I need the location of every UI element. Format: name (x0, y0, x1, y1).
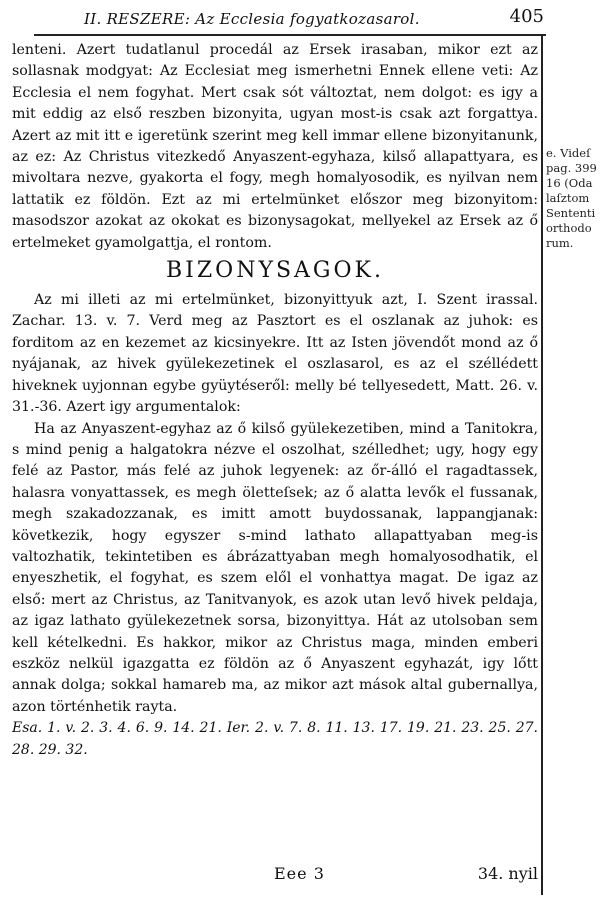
signature-mark: Eee 3 (274, 864, 325, 883)
page-footer (12, 864, 538, 888)
margin-rule (541, 35, 543, 895)
marginal-note (546, 146, 608, 251)
marginal-note-line: Sententi (546, 206, 596, 220)
page-number: 405 (509, 6, 544, 27)
paragraph-2: Az mi illeti az mi ertelmünket, bizonyittyuk azt, I. Szent irassal. Zachar. 13. v. 7. Verd meg az Pasztort es el oszlanak az juhok: es forditom az en kezemet az kicsinyekre. Itt az Isten jövendőt mond az ő nyájanak, az hivek gyülekezetinek el oszlasarol, es az el széllédett hiveknek uyjonnan egybe gyüytéseről: melly bé tellyesedett, Matt. 26. v. 31.-36. Azert igy argumentalok: (12, 292, 538, 416)
paragraph-3: Ha az Anyaszent-egyhaz az ő kilső gyülekezetiben, mind a Tanitokra, s mind penig a halgatokra nézve el oszolhat, szélledhet; ugy, hogy egy felé az Pastor, más felé az juhok legyenek: az őr-álló el ragadtassek, halasra vonyattassek, es megh öletteſsek; az ő alatta levők el fussanak, megh szakadozzanak, es imitt amott buydossanak, lappangjanak: következik, hogy egyszer s-mind lathato allapattyaban meg-is valtozhatik, tekintetiben es ábrázattyaban megh homalyosodhatik, el enyeszhetik, el fogyhat, es szem elől el vonhattya magat. De igaz az első: mert az Christus, az Tanitvanyok, es azok utan levő hivek peldaja, az igaz lathato gyülekezetnek sorsa, bizonyittya. Hát az utolsoban sem kell kételkedni. Es hakkor, mikor az Christus maga, minden emberi eszköz nelkül igazgatta ez földön az ő Anyaszent egyhazát, igy lőtt annak dolga; sokkal hamareb ma, az mikor azt mások altal gubernallya, azon történhetik rayta. (12, 420, 538, 715)
marginal-note-line: e. Videſ (546, 146, 591, 160)
marginal-note-line: pag. 399 (546, 161, 597, 175)
marginal-note-line: orthodo (546, 221, 592, 235)
section-heading: BIZONYSAGOK. (166, 258, 384, 284)
marginal-note-line: 16 (Oda (546, 176, 593, 190)
paragraph-1: lenteni. Azert tudatlanul procedál az Ersek irasaban, mikor ezt az sollasnak modgyat: Az Ecclesiat meg ismerhetni Ennek ellene veti: Az Ecclesia el nem fogyhat. Mert csak sót változtat, nem dolgot: es igy a mit eddig az első reszben bizonyita, ugyan most-is csak azt forgattya. Azert az mit itt e igeretünk szerint meg kell immar ellene bizonyitanunk, az ez: Az Christus vitezkedő Anyaszent-egyhaza, kilső allapattyara, es mivoltara nezve, gyakorta el fogy, megh homalyosodik, es nyilvan nem lattatik ez földön. Ezt az mi ertelmünket előszor meg bizonyitom: masodszor azokat az okokat es bizonysagokat, mellyekel az Ersek az ő ertelmeket gyamolgattja, el rontom. (12, 42, 538, 251)
scripture-references: Esa. 1. v. 2. 3. 4. 6. 9. 14. 21. Ier. 2. v. 7. 8. 11. 13. 17. 19. 21. 23. 25. 27. 28. 29. 32. (12, 720, 538, 758)
catchword: 34. nyil (477, 864, 538, 883)
marginal-note-line: rum. (546, 236, 574, 250)
main-text (12, 40, 538, 761)
marginal-note-line: laſztom (546, 191, 590, 205)
running-head: II. RESZERE: Az Ecclesia fogyatkozasarol. (84, 10, 420, 28)
header-rule (34, 34, 546, 36)
page-header (34, 4, 544, 36)
